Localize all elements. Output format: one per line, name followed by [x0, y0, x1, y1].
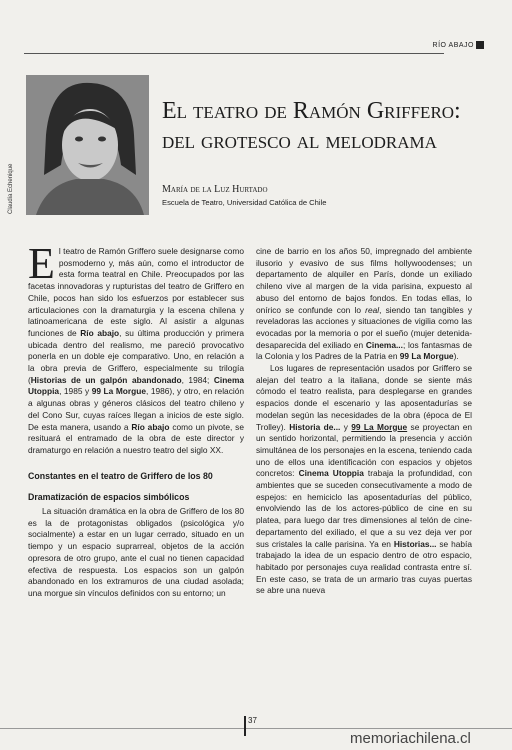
body-paragraph: Los lugares de representación usados por Griffero se alejan del teatro a la italiana, donde se siente más cómodo el teatro realista, para desplegarse en grandes espacios donde el escenario y las aposentadurías se modelan según las necesidades de la obra (época de El Trolley). Historia de... y 99 La Morgue se proyectan en un sentido horizontal, permitiendo la presencia y acción simultánea de los personajes en la escena, teniendo cada uno de ellos una identificación con espacios y objetos concretos: Cinema Utoppia trabaja la profundidad, con ambientes que se suceden consecutivamente a modo de espejos: en hemiciclo las aposentadurías del público, envolviendo las de los actores-público de cine en su platea, para luego dar tres dimensiones al telón de cine-departamento del exiliado, el que a su vez deja ver por sus cristales la calle parisina. Ya en Historias... se había trabajado la idea de un espacio dentro de otro espacio, habitado por personajes cuya realidad contrasta entre sí. En este caso, se trata de un armario tras cuyas puertas se abre una nueva — [256, 363, 473, 596]
author-photo — [26, 75, 149, 215]
watermark: memoriachilena.cl — [350, 730, 471, 747]
footer-rule — [0, 728, 512, 729]
right-column — [256, 246, 472, 597]
page-header-rule — [24, 53, 444, 54]
section-heading: Constantes en el teatro de Griffero de los 80 — [28, 470, 213, 481]
left-column — [28, 239, 244, 600]
drop-cap: E — [28, 239, 55, 288]
author-affiliation: Escuela de Teatro, Universidad Católica de Chile — [162, 198, 327, 207]
section-tag: RÍO ABAJO — [432, 42, 474, 49]
subsection-heading: Dramatización de espacios simbólicos — [28, 492, 190, 503]
photo-credit: Claudia Echenique — [8, 163, 14, 214]
article-title — [162, 96, 462, 156]
section-tag-square — [476, 41, 484, 49]
body-paragraph: La situación dramática en la obra de Griffero de los 80 es la de protagonistas obligados (psicológica y/o socialmente) a estar en un lugar cerrado, situado en un tiempo y un espacio suprarreal, objetos de la acción opresora de otro grupo, ante el cual no tienen capacidad efectiva de respuesta. Los espacios son un galpón abandonado en los extramuros de una ciudad asolada; una morgue sin vínculos definidos con su entorno; un — [28, 506, 244, 598]
page-number: 37 — [248, 716, 257, 725]
body-paragraph: cine de barrio en los años 50, impregnado del ambiente ilusorio y evasivo de sus films hollywoodenses; un departamento de alquiler en París, donde un exiliado chileno vive al margen de la vida parisina, expuesto al abuso del entorno de bajos fondos. En todas ellas, lo onírico se confunde con lo real, siendo tan tangibles y reveladoras las acciones y situaciones de vigilia como las evocadas por la memoria o por el sueño (mujer detenida-desaparecida del exiliado en Cinema...; los fantasmas de la Colonia y los Padres de la Patria en 99 La Morgue). — [256, 246, 472, 362]
title-line-2: del grotesco al melodrama — [162, 128, 437, 154]
intro-paragraph: El teatro de Ramón Griffero suele designarse como posmoderno y, más aún, como el introductor de esta forma teatral en Chile. Preocupados por las facetas innovadoras y rupturistas del teatro de Griffero en Chile, pocos han sido los esfuerzos por establecer sus articulaciones con la dramaturgia y la escena chilena y latinoamericana de este siglo. Al asistir a algunas funciones de Río abajo, su última producción y primera ubicada dentro del realismo, me pareció provocativo ponerla en un doble eje comparativo. Uno, en relación a la obra previa de Griffero, especialmente su trilogía (Historias de un galpón abandonado, 1984; Cinema Utoppia, 1985 y 99 La Morgue, 1986), y otro, en relación a algunas obras y géneros clásicos del teatro chileno y del Cono Sur, cuyas raíces llegan a inicios de este siglo. De esta manera, usando a Río abajo como un pivote, se resituará el entramado de la obra de este director y dramaturgo en relación a nuestro teatro del siglo XX. — [28, 239, 244, 455]
article-author: María de la Luz Hurtado — [162, 184, 268, 195]
title-line-1: El teatro de Ramón Griffero: — [162, 98, 461, 124]
